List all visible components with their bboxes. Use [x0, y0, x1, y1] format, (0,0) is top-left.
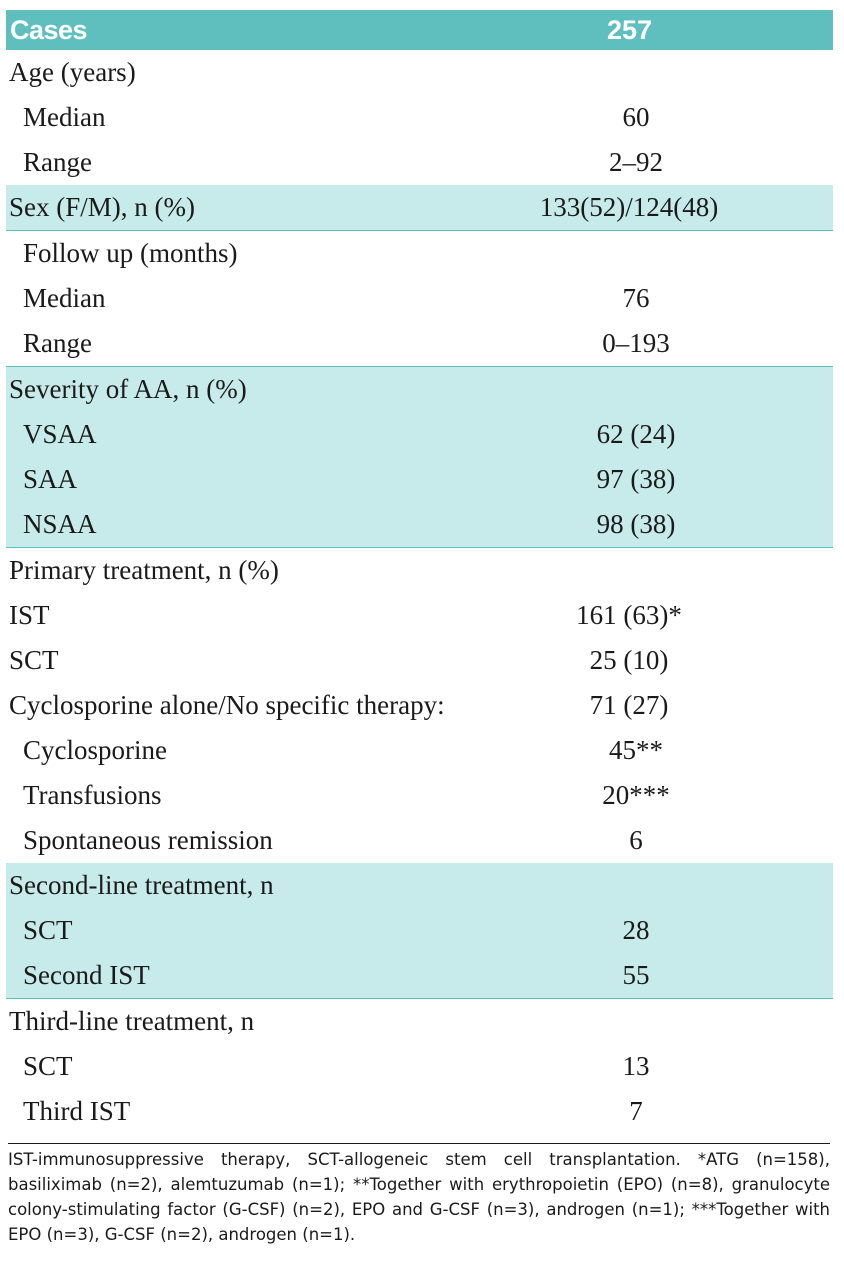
row-value: 97 (38) [596, 464, 676, 494]
row-follow-up-range [6, 321, 833, 366]
header-label: Cases [10, 14, 88, 45]
row-value: 98 (38) [596, 509, 676, 539]
row-age-range [6, 140, 833, 185]
row-label: Severity of AA, n (%) [9, 374, 247, 404]
row-label: Cyclosporine [23, 735, 167, 765]
row-third-ist [6, 1089, 833, 1134]
row-label: VSAA [23, 419, 97, 449]
row-value: 28 [622, 915, 650, 945]
row-label: Follow up (months) [23, 238, 238, 268]
row-value: 60 [622, 102, 650, 132]
row-follow-up-median [6, 276, 833, 321]
row-label: NSAA [23, 509, 97, 539]
row-value: 62 (24) [596, 419, 676, 449]
row-label: Third-line treatment, n [9, 1006, 255, 1036]
row-cyclosporine [6, 728, 833, 773]
row-label: Second-line treatment, n [9, 870, 274, 900]
row-primary-treatment [6, 548, 833, 593]
row-label: SCT [23, 915, 73, 945]
row-spontaneous-remission [6, 818, 833, 863]
row-value: 7 [629, 1096, 643, 1126]
row-label: Age (years) [9, 57, 136, 87]
row-value: 161 (63)* [576, 600, 682, 630]
table-header [6, 10, 833, 50]
row-second-ist [6, 953, 833, 999]
row-label: Range [23, 147, 92, 177]
row-value: 13 [622, 1051, 650, 1081]
row-nsaa [6, 502, 833, 548]
row-value: 45** [609, 735, 663, 765]
row-value: 2–92 [609, 147, 663, 177]
row-value: 55 [622, 960, 650, 990]
row-second-line [6, 863, 833, 908]
row-sex [6, 185, 833, 231]
row-label: Transfusions [23, 780, 162, 810]
row-sct [6, 638, 833, 683]
patient-characteristics-table [6, 10, 833, 1134]
row-transfusions [6, 773, 833, 818]
row-label: Median [23, 102, 106, 132]
row-label: Third IST [23, 1096, 131, 1126]
header-value: 257 [606, 14, 653, 45]
row-label: SCT [9, 645, 59, 675]
row-vsaa [6, 412, 833, 457]
row-value: 25 (10) [589, 645, 669, 675]
row-label: Primary treatment, n (%) [9, 555, 279, 585]
row-label: Range [23, 328, 92, 358]
row-value: 6 [629, 825, 643, 855]
row-ist [6, 593, 833, 638]
row-value: 133(52)/124(48) [539, 192, 719, 222]
row-follow-up [6, 231, 833, 276]
table-footnote: IST-immunosuppressive therapy, SCT-allogeneic stem cell transplantation. *ATG (n=158), basiliximab (n=2), alemtuzumab (n=1); **Together with erythropoietin (EPO) (n=8), granulocyte colony-stimulating factor (G-CSF) (n=2), EPO and G-CSF (n=3), androgen (n=1); ***Together with EPO (n=3), G-CSF (n=2), androgen (n=1). [8, 1143, 830, 1247]
row-label: SAA [23, 464, 78, 494]
row-label: Spontaneous remission [23, 825, 273, 855]
row-second-line-sct [6, 908, 833, 953]
row-value: 0–193 [602, 328, 670, 358]
row-value: 76 [622, 283, 650, 313]
row-label: IST [9, 600, 50, 630]
row-third-line [6, 999, 833, 1044]
row-cyclosporine-alone [6, 683, 833, 728]
row-value: 20*** [602, 780, 670, 810]
row-age [6, 50, 833, 95]
row-label: Median [23, 283, 106, 313]
row-value: 71 (27) [589, 690, 669, 720]
row-third-line-sct [6, 1044, 833, 1089]
row-label: SCT [23, 1051, 73, 1081]
row-saa [6, 457, 833, 502]
row-severity [6, 366, 833, 412]
row-label: Cyclosporine alone/No specific therapy: [9, 690, 445, 720]
row-age-median [6, 95, 833, 140]
row-label: Sex (F/M), n (%) [9, 192, 195, 222]
row-label: Second IST [23, 960, 150, 990]
